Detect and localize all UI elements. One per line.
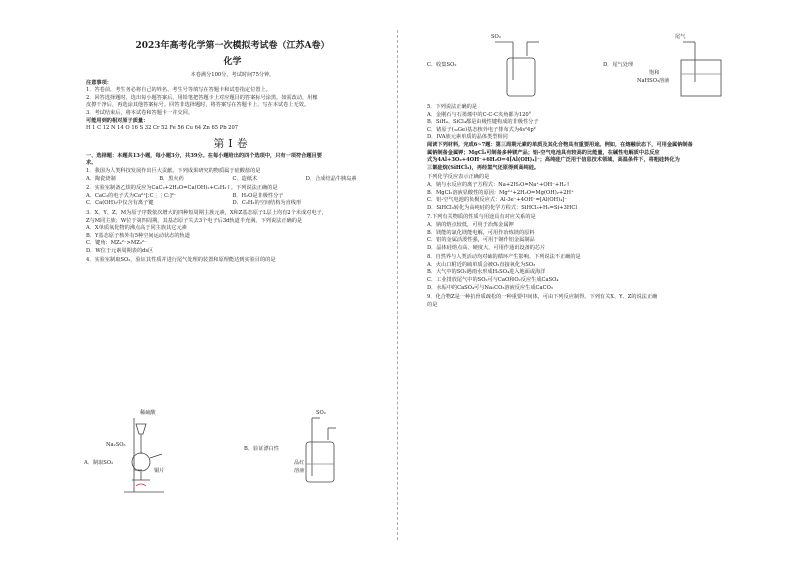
- option: A．陶瓷烧制: [86, 175, 116, 182]
- score-info: 本卷满分100分，考试时间75分钟。: [190, 72, 275, 78]
- notice-line: 1．答卷前，考生务必将自己的姓名、考生号等填写在答题卡和试卷指定位置上。: [86, 87, 271, 94]
- question-9-line: 9．化合物Z是一种抗骨质疏松的一种重要中间体，可由下列反应制得。下列有关X、Y、Z的说法正确: [427, 294, 658, 301]
- dropping-funnel: [136, 424, 146, 434]
- question-2: 2．实验室制备乙炔的反应为CaC₂+2H₂O=Ca(OH)₂+C₂H₂↑。下列说法正确的是: [86, 185, 278, 192]
- option: B．镁能的氯化镁能电解，可用作冶炼镁的原料: [427, 229, 535, 236]
- label-tail-gas: 尾气: [675, 34, 686, 40]
- option: B．MgCl₂溶液显酸性的原因：Mg²⁺+2H₂O=Mg(OH)₂+2H⁺: [427, 189, 574, 196]
- wash-bottle: [306, 442, 334, 482]
- notice-line: 3．考试结束后，将本试卷和答题卡一并交回。: [86, 109, 194, 116]
- option: A．火山口附近的硫单质会被O₂直接氧化为SO₃: [427, 261, 536, 268]
- notice-heading: 注意事项：: [86, 79, 112, 86]
- option: C．铝的金属活泼性强，可用于制作铝金属制品: [427, 237, 535, 244]
- absorption-beaker: [681, 60, 721, 96]
- mass-heading: 可能用到的相对原子质量：: [86, 117, 149, 124]
- option: C．Ca(OH)₂中仅含有离子键: [86, 200, 154, 207]
- option: D．C₂H₂的空间结构为直线形: [232, 200, 302, 207]
- notice-line: 皮擦干净后，再选涂其他答案标号。回答非选择题时，将答案写在答题卡上，写在本试卷上无效。: [86, 102, 310, 109]
- option-a-caption: A．制取SO₂: [84, 460, 114, 466]
- reading-material: 属钠制备金属钾；MgCl₂可制备多种镁产品；铝-空气电池具有较高的比能量，在碱性电解质中总反应: [427, 149, 660, 156]
- label-so2: SO₂: [316, 410, 326, 416]
- apparatus-a-b-drawing: [84, 410, 384, 500]
- label-dye-2: 溶液: [294, 468, 305, 474]
- question-5: 5．下列说法正确的是: [427, 104, 477, 110]
- option: A．CaC₂的电子式为Ca²⁺[:C⋮⋮C:]²⁻: [86, 192, 177, 199]
- option-d-caption: D．尾气处理: [603, 62, 634, 68]
- option: D．SiHCl₃转化为高纯硅的化学方程式：SiHCl₃+H₂=Si+3HCl: [427, 204, 577, 211]
- label-dilute-acid: 稀硫酸: [140, 410, 156, 416]
- question-3-line: 3．X、Y、Z、M为原子序数依次增大的四种短周期主族元素，X和Z基态原子L层上均有2个未成对电子，: [86, 209, 327, 216]
- exam-title: 2023年高考化学第一次模拟考试卷（江苏A卷）: [135, 41, 330, 51]
- option: B．H₂O是非极性分子: [232, 192, 284, 199]
- q4-figure-row-2: [427, 34, 774, 104]
- option: C．铝-空气电池的负极反应式：Al-3e⁻+4OH⁻=[Al(OH)₄]⁻: [427, 197, 568, 204]
- question-4: 4．实验室制取SO₂，验证其性质并进行尾气处理的装置和原理能达到实验目的的是: [86, 257, 276, 264]
- question-6: 下列化学反应表示正确的是: [427, 174, 490, 181]
- section-heading-cont: 求。: [86, 160, 97, 167]
- question-9-line: 的是: [427, 301, 438, 308]
- option: D．W位于元素周期表的ds区: [86, 247, 154, 254]
- option: D．水垢中的CaSO₄可与Na₂CO₃溶液反应生成CaCO₃: [427, 284, 553, 291]
- reading-material: 式为4Al+3O₂+4OH⁻+6H₂O=4[Al(OH)₄]⁻；高纯硅广泛用于信息技术领域，高温条件下，将粗硅转化为: [427, 157, 680, 164]
- option-b-caption: B．验证漂白性: [244, 446, 279, 452]
- label-so2: SO₂: [491, 34, 501, 40]
- reading-material: 三氯硅烷(SiHCl₃)，再经氢气还原得到高纯硅。: [427, 164, 540, 171]
- q4-figure-row: [84, 410, 384, 500]
- question-1-options: [86, 176, 379, 184]
- option: C．键角：MZ₄²⁻>MZ₃²⁻: [86, 240, 147, 247]
- apparatus-c-d-drawing: [427, 34, 767, 104]
- label-nahso3: NaHSO₃溶液: [637, 78, 670, 84]
- collection-bottle: [507, 58, 535, 96]
- option: B．Y基态原子核外有5种空间运动状态的轨道: [86, 232, 190, 239]
- notice-line: 2．回答选择题时，选出每小题答案后，用铅笔把答题卡上对应题目的答案标号涂黑。如需改动，用橡: [86, 94, 318, 101]
- section-heading: 一、选择题：本题共13小题，每小题3分，共39分。在每小题给出的四个选项中，只有一项符合题目要: [86, 152, 322, 159]
- option: B．SiH₄、SiCl₄都是由极性键构成的非极性分子: [427, 119, 539, 126]
- option: B．黑火药: [159, 175, 184, 182]
- option: D．晶体硅熔点高、硬度大，可用作通讯设备的芯片: [427, 244, 546, 251]
- reading-material: 阅读下列材料，完成6~7题：第三周期元素的单质及其化合物具有重要用途。例如，在熔融状态下，可用金属钠制备: [427, 141, 693, 148]
- label-saturated: 饱和: [649, 70, 660, 76]
- option-c-caption: C．收集SO₂: [427, 62, 457, 68]
- question-3-line: Z与M同主族；W位于第四周期，其基态原子失去3个电子后3d轨道半充满。下列说法正确的是: [86, 217, 303, 224]
- option: A．钠的熔点较低，可用于冶炼金属钾: [427, 221, 514, 228]
- option: C．工业排放尾气中的SO₂可与CaO和O₂反应生成CaSO₄: [427, 277, 559, 284]
- label-copper: 铜片: [154, 468, 165, 474]
- option: A．X单质氧化物的沸点高于同主族其它元素: [86, 225, 187, 232]
- volume-heading: 第Ⅰ卷: [213, 136, 252, 150]
- question-1: 1．我国为人类科技发展作出巨大贡献。下列成果研究的物质属于硅酸盐的是: [86, 167, 261, 174]
- round-flask: [132, 453, 150, 471]
- option: A．金刚石与石墨烯中的C-C-C夹角都为120°: [427, 111, 532, 118]
- option: D．IVA族元素单质的晶体类型相同: [427, 134, 508, 141]
- option: C．造纸术: [232, 175, 258, 182]
- right-page: [397, 0, 794, 562]
- option: A．钠与水反应的离子方程式：Na+2H₂O=Na⁺+OH⁻+H₂↑: [427, 181, 571, 188]
- label-na2so3: Na₂SO₃: [106, 442, 126, 448]
- subject-title: 化学: [223, 57, 242, 67]
- option: B．大气中的SO₂遇雨水形成H₂SO₄进入地面或海洋: [427, 269, 546, 276]
- option: D．合成结晶牛胰岛素: [305, 175, 357, 182]
- question-8: 8．自然界与人类活动均对硫的循环产生影响。下列说法不正确的是: [427, 254, 581, 261]
- mass-list: H 1 C 12 N 14 O 16 S 32 Cr 52 Fe 56 Cu 64 Zn 65 Pb 207: [86, 125, 239, 132]
- option: C．锗原子(₃₂Ge)基态核外电子排布式为4s²4p²: [427, 126, 536, 133]
- question-7: 7.下列有关物质的性质与用途具有对应关系的是: [427, 214, 536, 221]
- label-dye-1: 品红: [294, 460, 305, 466]
